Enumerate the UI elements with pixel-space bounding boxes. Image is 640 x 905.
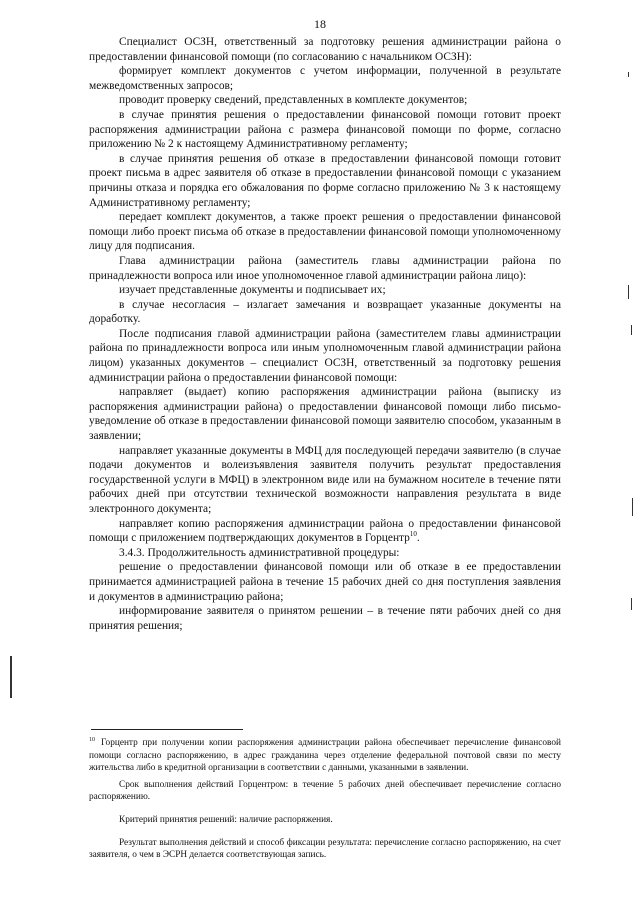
scan-mark	[631, 598, 632, 610]
paragraph: направляет (выдает) копию распоряжения администрации района (выписку из распоряжения администрации района) о предоставлении финансовой помощи либо письмо-уведомление об отказе в предоставлении финансовой помощи заявителю способом, указанным в заявлении;	[89, 386, 561, 443]
paragraph: изучает представленные документы и подписывает их;	[119, 284, 386, 297]
scan-mark	[628, 72, 629, 77]
section-heading: 3.4.3. Продолжительность административной процедуры:	[119, 546, 400, 559]
footnotes	[89, 737, 561, 872]
footnote-paragraph: Критерий принятия решений: наличие распоряжения.	[119, 814, 333, 825]
footnote-separator	[91, 729, 243, 730]
paragraph-text: направляет копию распоряжения администрации района о предоставлении финансовой помощи с приложением подтверждающих документов в Горцентр	[89, 517, 561, 545]
footnote-paragraph: Результат выполнения действий и способ фиксации результата: перечисление согласно распоряжению, на счет заявителя, о чем в ЭСРН делается соответствующая запись.	[89, 837, 561, 861]
page-number: 18	[314, 17, 326, 31]
paragraph: направляет указанные документы в МФЦ для последующей передачи заявителю (в случае подачи документов и волеизъявления заявителя получить результат предоставления государственной услуги в МФЦ) в электронном виде или на бумажном носителе в течение пяти рабочих дней при отсутствии технической возможности направления результата в виде электронного документа;	[89, 444, 561, 515]
main-text	[89, 35, 561, 633]
footnote-paragraph: Срок выполнения действий Горцентром: в течение 5 рабочих дней обеспечивает перечисление согласно распоряжению.	[89, 779, 561, 803]
paragraph: в случае принятия решения о предоставлении финансовой помощи готовит проект распоряжения администрации района с размера финансовой помощи по форме, согласно приложению № 2 к настоящему Административному регламенту;	[89, 108, 561, 151]
paragraph: Специалист ОСЗН, ответственный за подготовку решения администрации района о предоставлении финансовой помощи (по согласованию с начальником ОСЗН):	[89, 36, 561, 63]
scan-mark	[632, 498, 633, 516]
scan-mark	[631, 325, 632, 335]
paragraph: в случае принятия решения об отказе в предоставлении финансовой помощи готовит проект письма в адрес заявителя об отказе в предоставлении финансовой помощи с указанием причины отказа и порядка его обжалования по форме согласно приложению № 3 к настоящему Административному регламенту;	[89, 152, 561, 209]
paragraph: Глава администрации района (заместитель главы администрации района по принадлежности вопроса или иное уполномоченное главой администрации района лицо):	[89, 254, 561, 282]
paragraph: информирование заявителя о принятом решении – в течение пяти рабочих дней со дня принятия решения;	[89, 605, 561, 632]
paragraph-with-footnote: направляет копию распоряжения администрации района о предоставлении финансовой помощи с приложением подтверждающих документов в Горцентр$^{10}$.	[89, 517, 561, 545]
paragraph: формирует комплект документов с учетом информации, полученной в результате межведомственных запросов;	[89, 65, 561, 92]
paragraph: в случае несогласия – излагает замечания и возвращает указанные документы на доработку.	[89, 298, 561, 326]
scan-mark	[10, 656, 12, 698]
footnote-reference[interactable]: 10	[409, 530, 417, 539]
footnote	[89, 737, 561, 775]
scan-mark	[628, 285, 629, 299]
paragraph: решение о предоставлении финансовой помощи или об отказе в ее предоставлении принимается администрацией района в течение 15 рабочих дней со дня поступления заявления и документов в администрацию района;	[89, 561, 561, 603]
footnote-number: 10	[89, 736, 95, 743]
footnote-text: Горцентр при получении копии распоряжения администрации района обеспечивает перечисление финансовой помощи согласно распоряжению, в адрес гражданина через отделение федеральной почтовой связи по месту жительства либо в кредитной организации в соответствии с данными, указанными в заявлении.	[89, 738, 561, 774]
paragraph: После подписания главой администрации района (заместителем главы администрации района по принадлежности вопроса или иным уполномоченным главой администрации района лицом) указанных документов – специалист ОСЗН, ответственный за подготовку решения администрации района о предоставлении финансовой помощи:	[89, 327, 561, 384]
paragraph: проводит проверку сведений, представленных в комплекте документов;	[119, 94, 468, 107]
paragraph: передает комплект документов, а также проект решения о предоставлении финансовой помощи либо проект письма об отказе в предоставлении финансовой помощи уполномоченному лицу для подписания.	[89, 211, 561, 253]
